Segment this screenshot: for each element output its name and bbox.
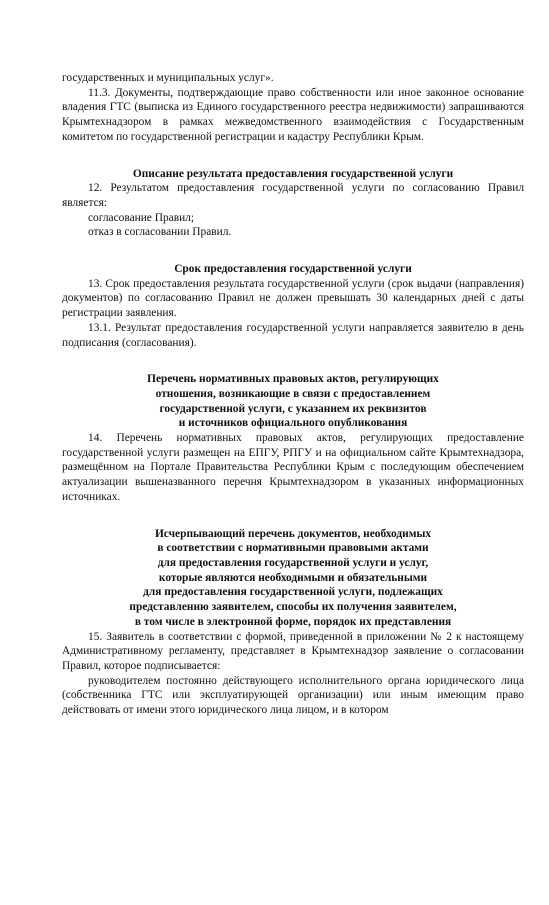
heading-line: представлению заявителем, способы их получения заявителем, — [129, 601, 457, 614]
heading-line: государственной услуги, с указанием их реквизитов — [159, 402, 427, 415]
spacer — [62, 145, 524, 167]
spacer — [62, 240, 524, 262]
paragraph-15-continuation: руководителем постоянно действующего исполнительного органа юридического лица (собственника ГТС или эксплуатирующей организации) или иным имеющим право действовать от имени этого юридического лица лицом, и в котором — [62, 674, 524, 717]
paragraph-13: 13. Срок предоставления результата государственной услуги (срок выдачи (направления) документов) по согласованию Правил не должен превышать 30 календарных дней с даты регистрации заявления. — [62, 277, 524, 320]
list-item-refusal: отказ в согласовании Правил. — [88, 226, 232, 239]
heading-line: в соответствии с нормативными правовыми актами — [157, 542, 429, 555]
continuation-text: государственных и муниципальных услуг». — [62, 72, 274, 84]
paragraph-12: 12. Результатом предоставления государственной услуги по согласованию Правил является: — [62, 182, 524, 209]
heading-line: и источников официального опубликования — [178, 417, 408, 430]
heading-term: Срок предоставления государственной услуги — [174, 263, 412, 276]
heading-line: в том числе в электронной форме, порядок их представления — [134, 615, 452, 628]
heading-line: которые являются необходимыми и обязательными — [158, 571, 428, 584]
paragraph-11-3: 11.3. Документы, подтверждающие право собственности или иное законное основание владения ГТС (выписка из Единого государственного реестра недвижимости) запрашиваются Крымтехнадзором в рамках межведомственного взаимодействия с Государственным комитетом по государственной регистрации и кадастру Республики Крым. — [62, 86, 524, 143]
spacer — [62, 505, 524, 527]
heading-required-documents — [62, 527, 524, 630]
spacer — [62, 350, 524, 372]
heading-line: отношения, возникающие в связи с предоставлением — [155, 387, 431, 400]
document-page — [62, 71, 524, 718]
paragraph-15: 15. Заявитель в соответствии с формой, приведенной в приложении № 2 к настоящему Административному регламенту, представляет в Крымтехнадзор заявление о согласовании Правил, которое подписывается: — [62, 630, 524, 672]
heading-line: Перечень нормативных правовых актов, регулирующих — [147, 373, 439, 386]
heading-line: Исчерпывающий перечень документов, необходимых — [154, 527, 432, 540]
heading-legal-acts — [62, 372, 524, 431]
heading-line: для предоставления государственной услуги и услуг, — [157, 556, 429, 569]
paragraph-14: 14. Перечень нормативных правовых актов, регулирующих предоставление государственной услуги размещен на ЕПГУ, РПГУ и на официальном сайте Крымтехнадзора, размещённом на Портале Правительства Республики Крым с последующим обеспечением актуализации вышеназванного перечня Крымтехнадзором в указанных информационных источниках. — [62, 432, 524, 503]
heading-line: для предоставления государственной услуги, подлежащих — [143, 586, 443, 599]
heading-result: Описание результата предоставления государственной услуги — [132, 167, 454, 180]
paragraph-13-1: 13.1. Результат предоставления государственной услуги направляется заявителю в день подписания (согласования). — [62, 321, 524, 349]
list-item-approval: согласование Правил; — [88, 211, 195, 224]
